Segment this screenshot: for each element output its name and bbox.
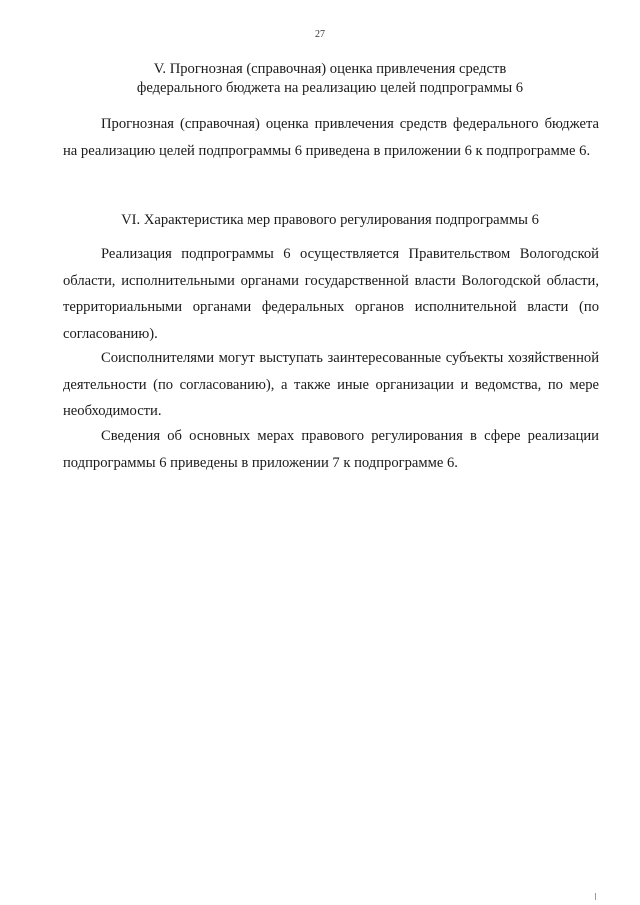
section-6-paragraph-3: Сведения об основных мерах правового регулирования в сфере реализации подпрограммы 6 приведены в приложении 7 к подпрограмме 6. xyxy=(63,428,599,471)
page-number: 27 xyxy=(315,29,325,40)
section-5-heading-line-1: V. Прогнозная (справочная) оценка привлечения средств xyxy=(153,61,507,77)
section-6-heading: VI. Характеристика мер правового регулирования подпрограммы 6 xyxy=(121,212,539,228)
section-5-paragraph: Прогнозная (справочная) оценка привлечения средств федерального бюджета на реализацию целей подпрограммы 6 приведена в приложении 6 к подпрограмме 6. xyxy=(63,116,599,159)
section-5-heading-line-2: федерального бюджета на реализацию целей подпрограммы 6 xyxy=(136,80,524,96)
section-5-heading xyxy=(60,60,600,98)
section-6-paragraph-1: Реализация подпрограммы 6 осуществляется Правительством Вологодской области, исполнительными органами государственной власти Вологодской области, территориальными органами федеральных органов исполнительной власти (по согласованию). xyxy=(63,246,599,342)
scan-margin-mark xyxy=(595,893,596,900)
section-6-paragraph-2: Соисполнителями могут выступать заинтересованные субъекты хозяйственной деятельности (по согласованию), а также иные организации и ведомства, по мере необходимости. xyxy=(63,350,599,419)
